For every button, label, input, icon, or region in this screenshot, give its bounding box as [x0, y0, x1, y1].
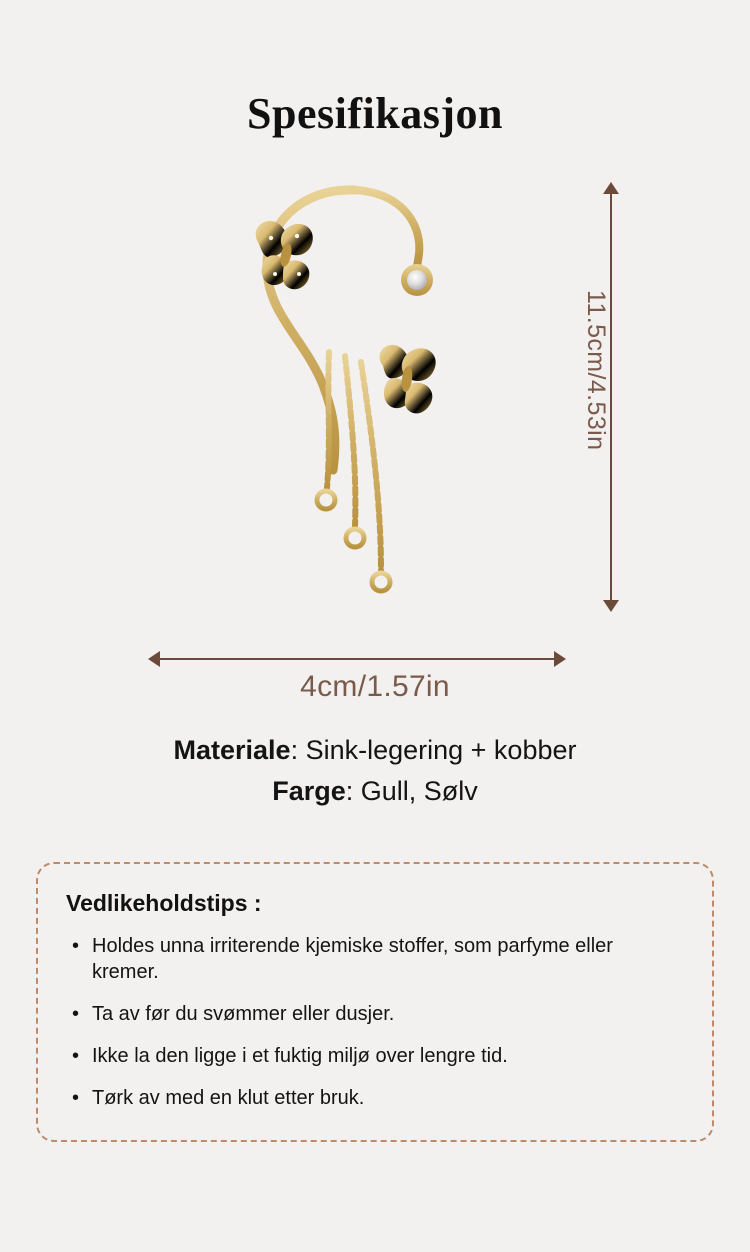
- list-item: • Ta av før du svømmer eller dusjer.: [66, 1001, 684, 1027]
- spec-separator: :: [290, 735, 306, 765]
- care-tips-list: [66, 933, 684, 1111]
- care-tips-title: Vedlikeholdstips :: [66, 890, 262, 916]
- arrow-right-icon: [554, 651, 566, 667]
- horizontal-dimension-arrow: [148, 645, 566, 673]
- list-item: • Ikke la den ligge i et fuktig miljø over lengre tid.: [66, 1043, 684, 1069]
- product-image: [205, 170, 485, 640]
- spec-label-color: Farge: [272, 776, 346, 806]
- spec-row-color: [0, 771, 750, 812]
- horizontal-dimension-label: 4cm/1.57in: [300, 670, 450, 703]
- spec-row-material: [0, 730, 750, 771]
- page-title: Spesifikasjon: [247, 89, 503, 138]
- spec-label-material: Materiale: [173, 735, 291, 765]
- vertical-dimension-label: 11.5cm/4.53in: [582, 290, 610, 451]
- arrow-down-icon: [603, 600, 619, 612]
- dimension-line: [158, 658, 556, 660]
- spec-value-color: Gull, Sølv: [360, 776, 478, 806]
- spec-separator: :: [345, 776, 361, 806]
- list-item: • Holdes unna irriterende kjemiske stoffer, som parfyme eller kremer.: [66, 933, 684, 985]
- spec-list: [0, 730, 750, 812]
- product-figure: [0, 160, 750, 705]
- spec-value-material: Sink-legering + kobber: [305, 735, 577, 765]
- dimension-line: [610, 190, 612, 604]
- care-tips-box: [36, 862, 714, 1142]
- list-item: • Tørk av med en klut etter bruk.: [66, 1085, 684, 1111]
